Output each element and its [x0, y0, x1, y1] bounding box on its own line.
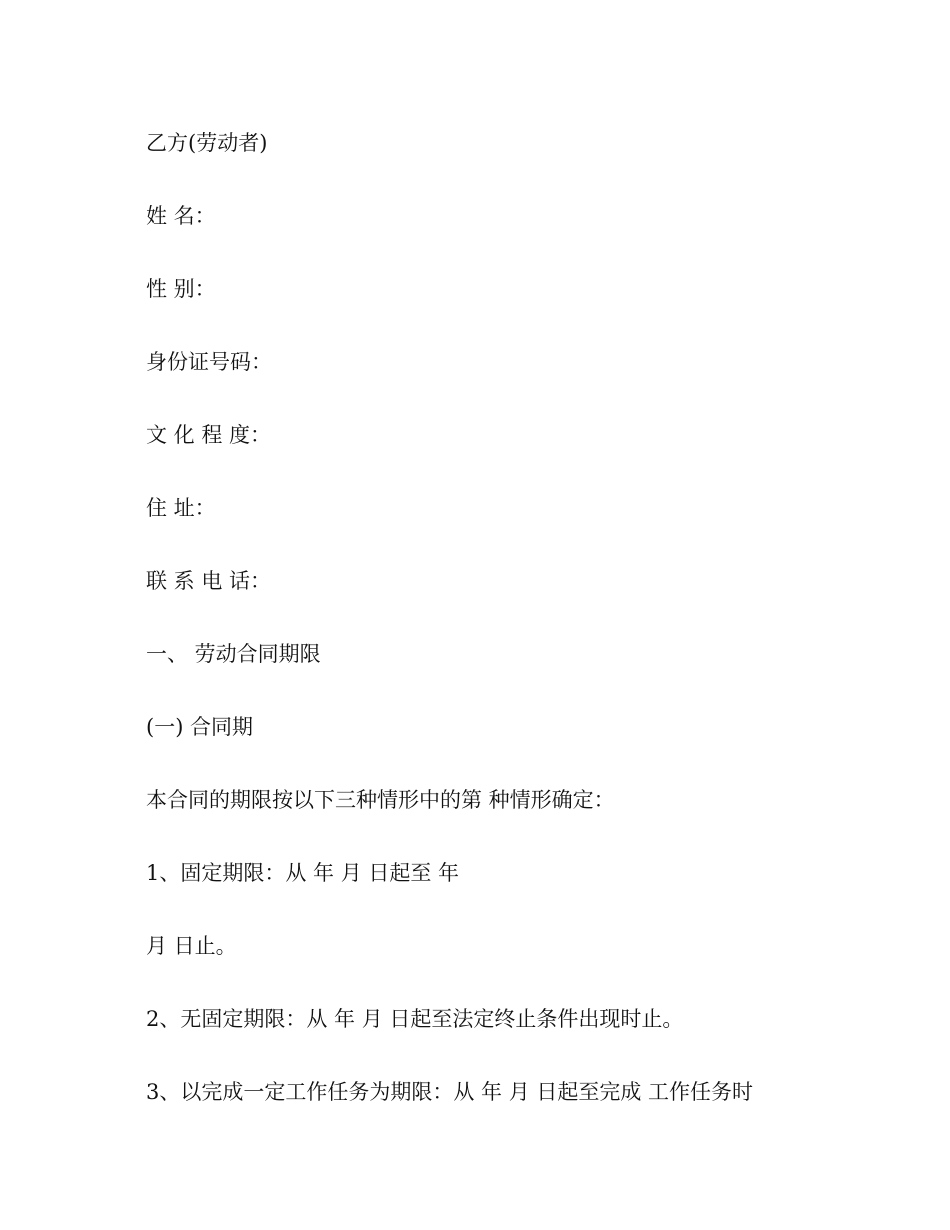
- party-b-heading: 乙方(劳动者): [146, 131, 268, 155]
- education-field-label: 文 化 程 度：: [146, 423, 272, 447]
- task-based-term-clause: 3、以完成一定工作任务为期限：从 年 月 日起至完成 工作任务时: [146, 1080, 754, 1104]
- section-heading-contract-term: 一、 劳动合同期限: [146, 642, 321, 666]
- gender-field-label: 性 别：: [146, 277, 216, 301]
- address-field-label: 住 址：: [146, 496, 216, 520]
- document-body: [146, 128, 906, 1150]
- contract-term-paragraph: 本合同的期限按以下三种情形中的第 种情形确定：: [146, 788, 615, 812]
- id-number-field-label: 身份证号码：: [146, 350, 272, 374]
- name-field-label: 姓 名：: [146, 204, 216, 228]
- open-ended-term-clause: 2、无固定期限：从 年 月 日起至法定终止条件出现时止。: [146, 1007, 684, 1031]
- phone-field-label: 联 系 电 话：: [146, 569, 272, 593]
- fixed-term-clause-continued: 月 日止。: [146, 934, 237, 958]
- fixed-term-clause: 1、固定期限：从 年 月 日起至 年: [146, 861, 460, 885]
- subsection-heading-contract-period: (一) 合同期: [146, 715, 254, 739]
